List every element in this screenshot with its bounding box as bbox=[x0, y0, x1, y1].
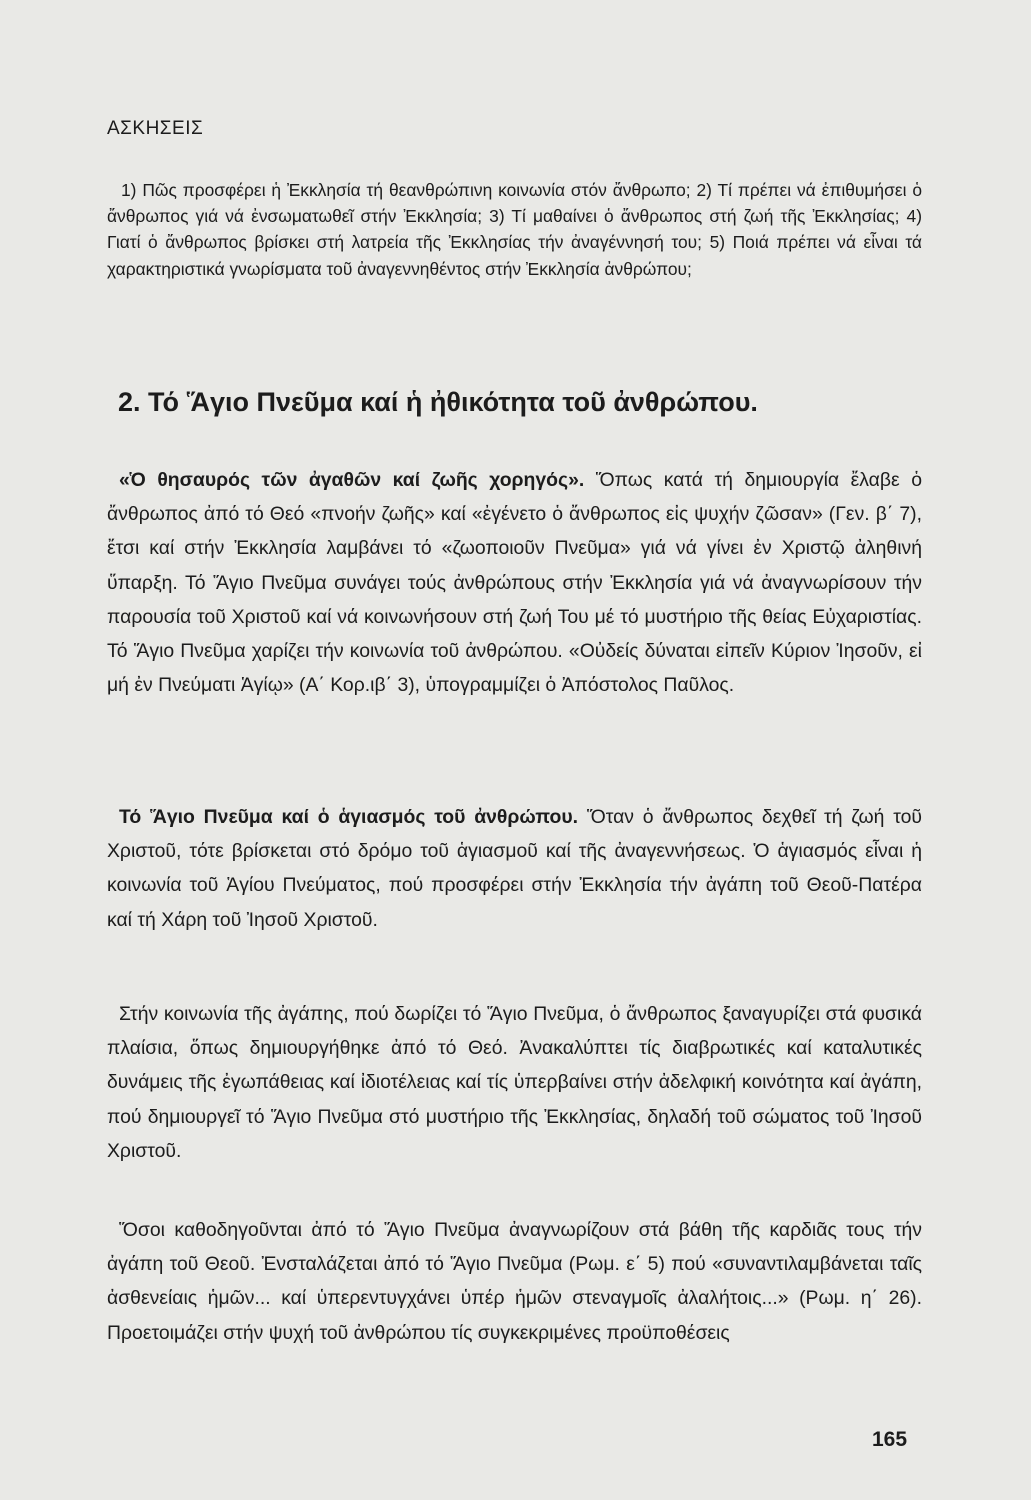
paragraph-3 bbox=[107, 997, 922, 1168]
paragraph-2-text: Ὅταν ὁ ἄνθρωπος δεχθεῖ τή ζωή τοῦ Χριστοῦ, τότε βρίσκεται στό δρόμο τοῦ ἁγιασμοῦ καί τῆς ἀναγεννήσεως. Ὁ ἁγιασμός εἶναι ἡ κοινωνία τοῦ Ἁγίου Πνεύματος, πού προσφέρει στήν Ἐκκλησία τήν ἀγάπη τοῦ Θεοῦ-Πατέρα καί τή Χάρη τοῦ Ἰησοῦ Χριστοῦ. bbox=[107, 806, 922, 931]
paragraph-2-lead: Τό Ἅγιο Πνεῦμα καί ὁ ἁγιασμός τοῦ ἀνθρώπου. bbox=[119, 806, 579, 828]
page-number: 165 bbox=[872, 1428, 908, 1451]
chapter-title: 2. Τό Ἅγιο Πνεῦμα καί ἡ ἠθικότητα τοῦ ἀνθρώπου. bbox=[118, 387, 758, 417]
paragraph-1-text: Ὅπως κατά τή δημιουργία ἔλαβε ὁ ἄνθρωπος ἀπό τό Θεό «πνοήν ζωῆς» καί «ἐγένετο ὁ ἄνθρωπος εἰς ψυχήν ζῶσαν» (Γεν. β΄ 7), ἔτσι καί στήν Ἐκκλησία λαμβάνει τό «ζωοποιοῦν Πνεῦμα» γιά νά γίνει ἐν Χριστῷ ἀληθινή ὕπαρξη. Τό Ἅγιο Πνεῦμα συνάγει τούς ἀνθρώπους στήν Ἐκκλησία γιά νά ἀναγνωρίσουν τήν παρουσία τοῦ Χριστοῦ καί νά κοινωνήσουν στή ζωή Του μέ τό μυστήριο τῆς θείας Εὐχαριστίας. Τό Ἅγιο Πνεῦμα χαρίζει τήν κοινωνία τοῦ ἀνθρώπου. «Οὐδείς δύναται εἰπεῖν Κύριον Ἰησοῦν, εἰ μή ἐν Πνεύματι Ἁγίῳ» (Α΄ Κορ.ιβ΄ 3), ὑπογραμμίζει ὁ Ἀπόστολος Παῦλος. bbox=[107, 469, 922, 697]
paragraph-1 bbox=[107, 463, 922, 702]
paragraph-4 bbox=[107, 1213, 922, 1350]
paragraph-1-lead: «Ὁ θησαυρός τῶν ἀγαθῶν καί ζωῆς χορηγός». bbox=[119, 469, 585, 491]
exercises-questions: 1) Πῶς προσφέρει ἡ Ἐκκλησία τή θεανθρώπινη κοινωνία στόν ἄνθρωπο; 2) Τί πρέπει νά ἐπιθυμήσει ὁ ἄνθρωπος γιά νά ἐνσωματωθεῖ στήν Ἐκκλησία; 3) Τί μαθαίνει ὁ ἄνθρωπος στή ζωή τῆς Ἐκκλησίας; 4) Γιατί ὁ ἄνθρωπος βρίσκει στή λατρεία τῆς Ἐκκλησίας τήν ἀναγέννησή του; 5) Ποιά πρέπει νά εἶναι τά χαρακτηριστικά γνωρίσματα τοῦ ἀναγεννηθέντος στήν Ἐκκλησία ἀνθρώπου; bbox=[107, 180, 922, 279]
paragraph-2 bbox=[107, 800, 922, 937]
paragraph-4-text: Ὅσοι καθοδηγοῦνται ἀπό τό Ἅγιο Πνεῦμα ἀναγνωρίζουν στά βάθη τῆς καρδιᾶς τους τήν ἀγάπη τοῦ Θεοῦ. Ἐνσταλάζεται ἀπό τό Ἅγιο Πνεῦμα (Ρωμ. ε΄ 5) πού «συναντιλαμβάνεται ταῖς ἀσθενείαις ἡμῶν... καί ὑπερεντυγχάνει ὑπέρ ἡμῶν στεναγμοῖς ἀλαλήτοις...» (Ρωμ. η΄ 26). Προετοιμάζει στήν ψυχή τοῦ ἀνθρώπου τίς συγκεκριμένες προϋποθέσεις bbox=[107, 1219, 922, 1344]
exercises-heading: ΑΣΚΗΣΕΙΣ bbox=[107, 118, 204, 139]
paragraph-3-text: Στήν κοινωνία τῆς ἀγάπης, πού δωρίζει τό Ἅγιο Πνεῦμα, ὁ ἄνθρωπος ξαναγυρίζει στά φυσικά πλαίσια, ὅπως δημιουργήθηκε ἀπό τό Θεό. Ἀνακαλύπτει τίς διαβρωτικές καί καταλυτικές δυνάμεις τῆς ἐγωπάθειας καί ἰδιοτέλειας καί τίς ὑπερβαίνει στήν ἀδελφική κοινότητα καί ἀγάπη, πού δημιουργεῖ τό Ἅγιο Πνεῦμα στό μυστήριο τῆς Ἐκκλησίας, δηλαδή τοῦ σώματος τοῦ Ἰησοῦ Χριστοῦ. bbox=[107, 1003, 922, 1162]
